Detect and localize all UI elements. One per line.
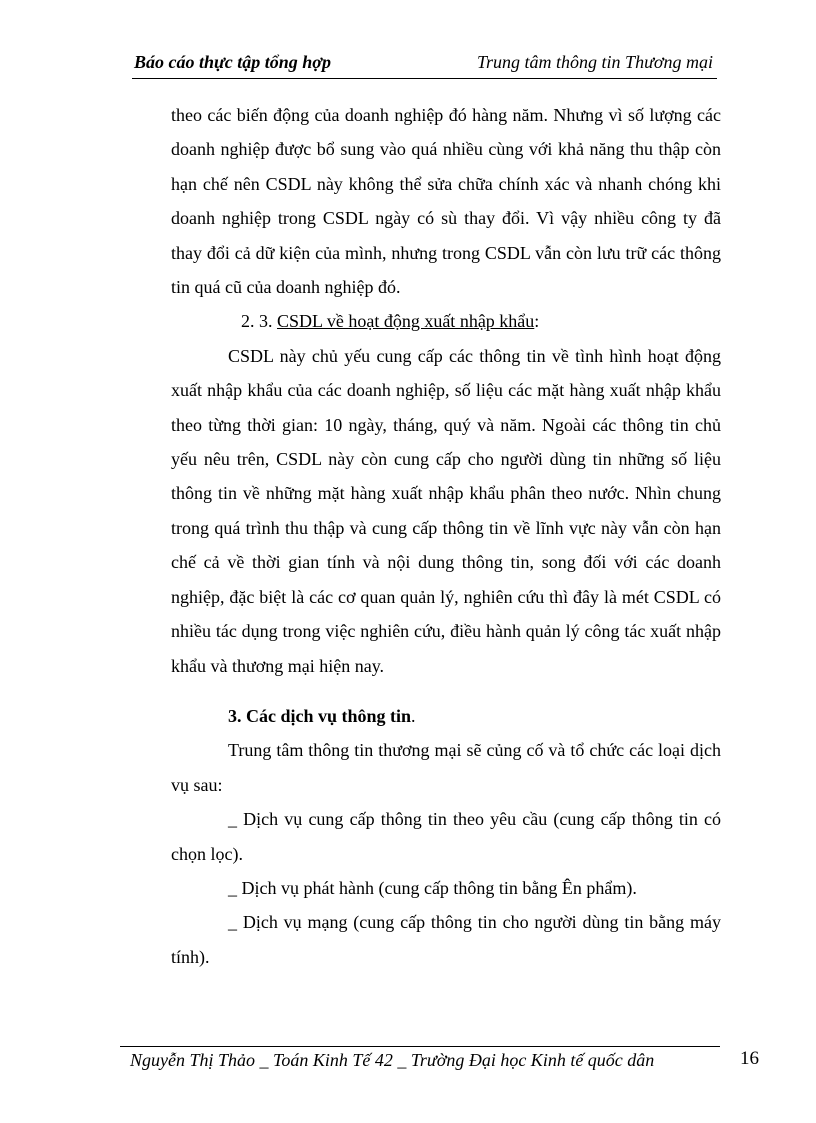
subsection-title: CSDL về hoạt động xuất nhập khẩu [277,311,535,332]
section-title: 3. Các dịch vụ thông tin [228,705,412,726]
paragraph-continuation: theo các biến động của doanh nghiệp đó hàng năm. Nhưng vì số lượng các doanh nghiệp được bổ sung vào quá nhiều cùng với khả năng thu thập còn hạn chế nên CSDL này không thể sửa chữa chính xác và nhanh chóng khi doanh nghiệp trong CSDL ngày có sù thay đổi. Vì vậy nhiều công ty đã thay đổi cả dữ kiện của mình, nhưng trong CSDL vẫn còn lưu trữ các thông tin quá cũ của doanh nghiệp đó. [171,105,721,298]
page-number: 16 [740,1048,759,1069]
header-organization: Trung tâm thông tin Thương mại [477,52,713,72]
header-report-title: Báo cáo thực tập tổng hợp [134,52,331,72]
paragraph-services-intro: Trung tâm thông tin thương mại sẽ củng cố và tổ chức các loại dịch vụ sau: [171,740,721,795]
footer-author-line: Nguyễn Thị Thảo _ Toán Kinh Tế 42 _ Trường Đại học Kinh tế quốc dân [130,1050,655,1070]
subsection-heading [171,304,721,338]
subsection-number: 2. 3. [241,311,273,332]
section-heading [171,699,721,733]
list-item-service-request: _ Dịch vụ cung cấp thông tin theo yêu cầu (cung cấp thông tin có chọn lọc). [171,809,721,864]
list-item-service-network: _ Dịch vụ mạng (cung cấp thông tin cho người dùng tin bằng máy tính). [171,912,721,967]
document-body [171,98,721,974]
paragraph-import-export-db: CSDL này chủ yếu cung cấp các thông tin về tình hình hoạt động xuất nhập khẩu của các doanh nghiệp, số liệu các mặt hàng xuất nhập khẩu theo từng thời gian: 10 ngày, tháng, quý và năm. Ngoài các thông tin chủ yếu nêu trên, CSDL này còn cung cấp cho người dùng tin những số liệu thông tin về những mặt hàng xuất nhập khẩu phân theo nước. Nhìn chung trong quá trình thu thập và cung cấp thông tin về lĩnh vực này vẫn còn hạn chế cả về thời gian tính và nội dung thông tin, song đối với các doanh nghiệp, đặc biệt là các cơ quan quản lý, nghiên cứu thì đây là mét CSDL có nhiều tác dụng trong việc nghiên cứu, điều hành quản lý công tác xuất nhập khẩu và thương mại hiện nay. [171,345,721,676]
subsection-colon: : [534,311,540,332]
page-header [132,52,717,79]
list-item-service-publishing: _ Dịch vụ phát hành (cung cấp thông tin bằng Ên phẩm). [228,877,637,898]
section-title-period: . [411,705,416,726]
page-footer [120,1046,720,1070]
